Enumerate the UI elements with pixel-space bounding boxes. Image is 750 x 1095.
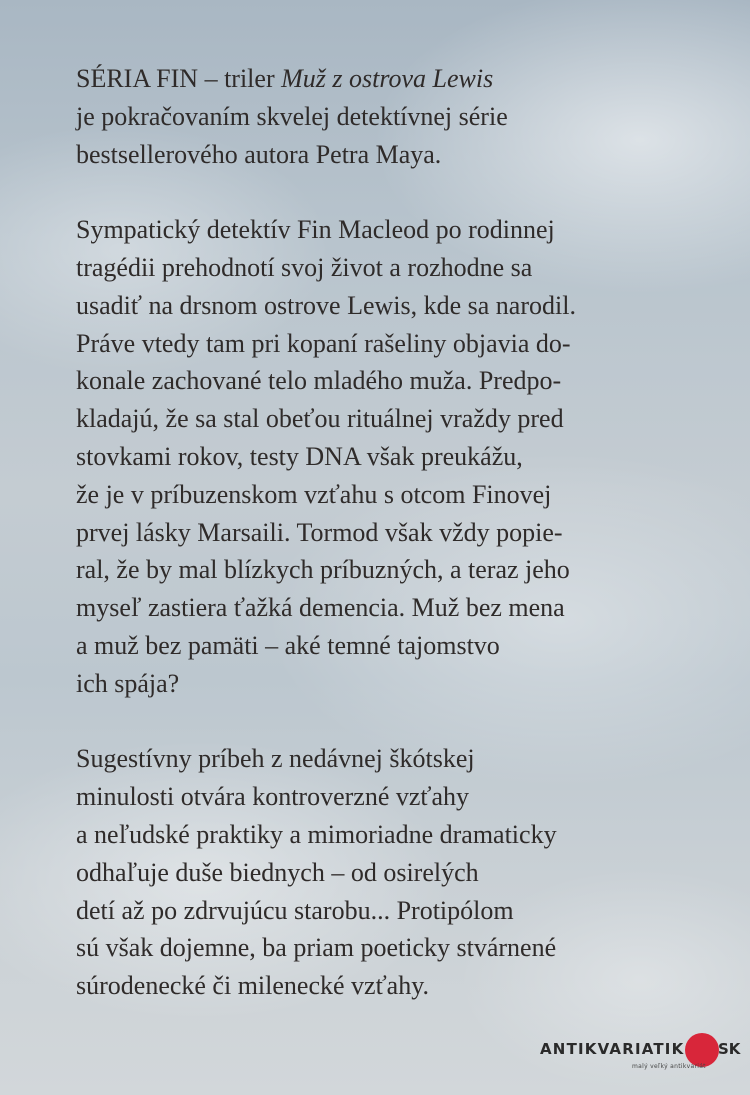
text-line: myseľ zastiera ťažká demencia. Muž bez mena <box>76 593 565 623</box>
logo-dot-icon <box>685 1033 719 1067</box>
text-line: Sympatický detektív Fin Macleod po rodinnej <box>76 215 555 245</box>
text-line: že je v príbuzenskom vzťahu s otcom Finovej <box>76 479 552 509</box>
text-line: ral, že by mal blízkych príbuzných, a teraz jeho <box>76 555 570 585</box>
text-line: minulosti otvára kontroverzné vzťahy <box>76 782 470 812</box>
logo-brand: ANTIKVARIATIK <box>540 1040 685 1058</box>
antikvariatik-logo <box>540 1030 740 1084</box>
text-line: Sugestívny príbeh z nedávnej škótskej <box>76 744 475 774</box>
text-line: a muž bez pamäti – aké temné tajomstvo <box>76 630 500 660</box>
text-line: sú však dojemne, ba priam poeticky stvárnené <box>76 933 557 963</box>
text-line: stovkami rokov, testy DNA však preukážu, <box>76 441 523 471</box>
logo-suffix: SK <box>718 1040 741 1058</box>
text-line: kladajú, že sa stal obeťou rituálnej vraždy pred <box>76 404 564 434</box>
series-label: SÉRIA FIN – triler <box>76 64 282 93</box>
text-line: ich spája? <box>76 668 180 698</box>
back-cover-text <box>76 60 716 1043</box>
text-line: tragédii prehodnotí svoj život a rozhodne sa <box>76 252 533 282</box>
text-line: odhaľuje duše biednych – od osirelých <box>76 857 479 887</box>
text-line: súrodenecké či milenecké vzťahy. <box>76 971 430 1001</box>
paragraph-synopsis <box>76 211 716 702</box>
text-line: je pokračovaním skvelej detektívnej série <box>76 101 508 131</box>
logo-tagline: malý veľký antikvariát <box>632 1063 706 1070</box>
text-line: prvej lásky Marsaili. Tormod však vždy popie- <box>76 517 563 547</box>
paragraph-series-intro <box>76 60 716 173</box>
paragraph-review <box>76 740 716 1005</box>
text-line: konale zachované telo mladého muža. Predpo- <box>76 366 562 396</box>
text-line: Práve vtedy tam pri kopaní rašeliny objavia do- <box>76 328 571 358</box>
text-line: usadiť na drsnom ostrove Lewis, kde sa narodil. <box>76 290 576 320</box>
text-line: bestsellerového autora Petra Maya. <box>76 139 442 169</box>
text-line: detí až po zdrvujúcu starobu... Protipólom <box>76 895 514 925</box>
book-title: Muž z ostrova Lewis <box>281 64 494 93</box>
text-line: a neľudské praktiky a mimoriadne dramaticky <box>76 819 557 849</box>
text-line <box>76 60 716 98</box>
